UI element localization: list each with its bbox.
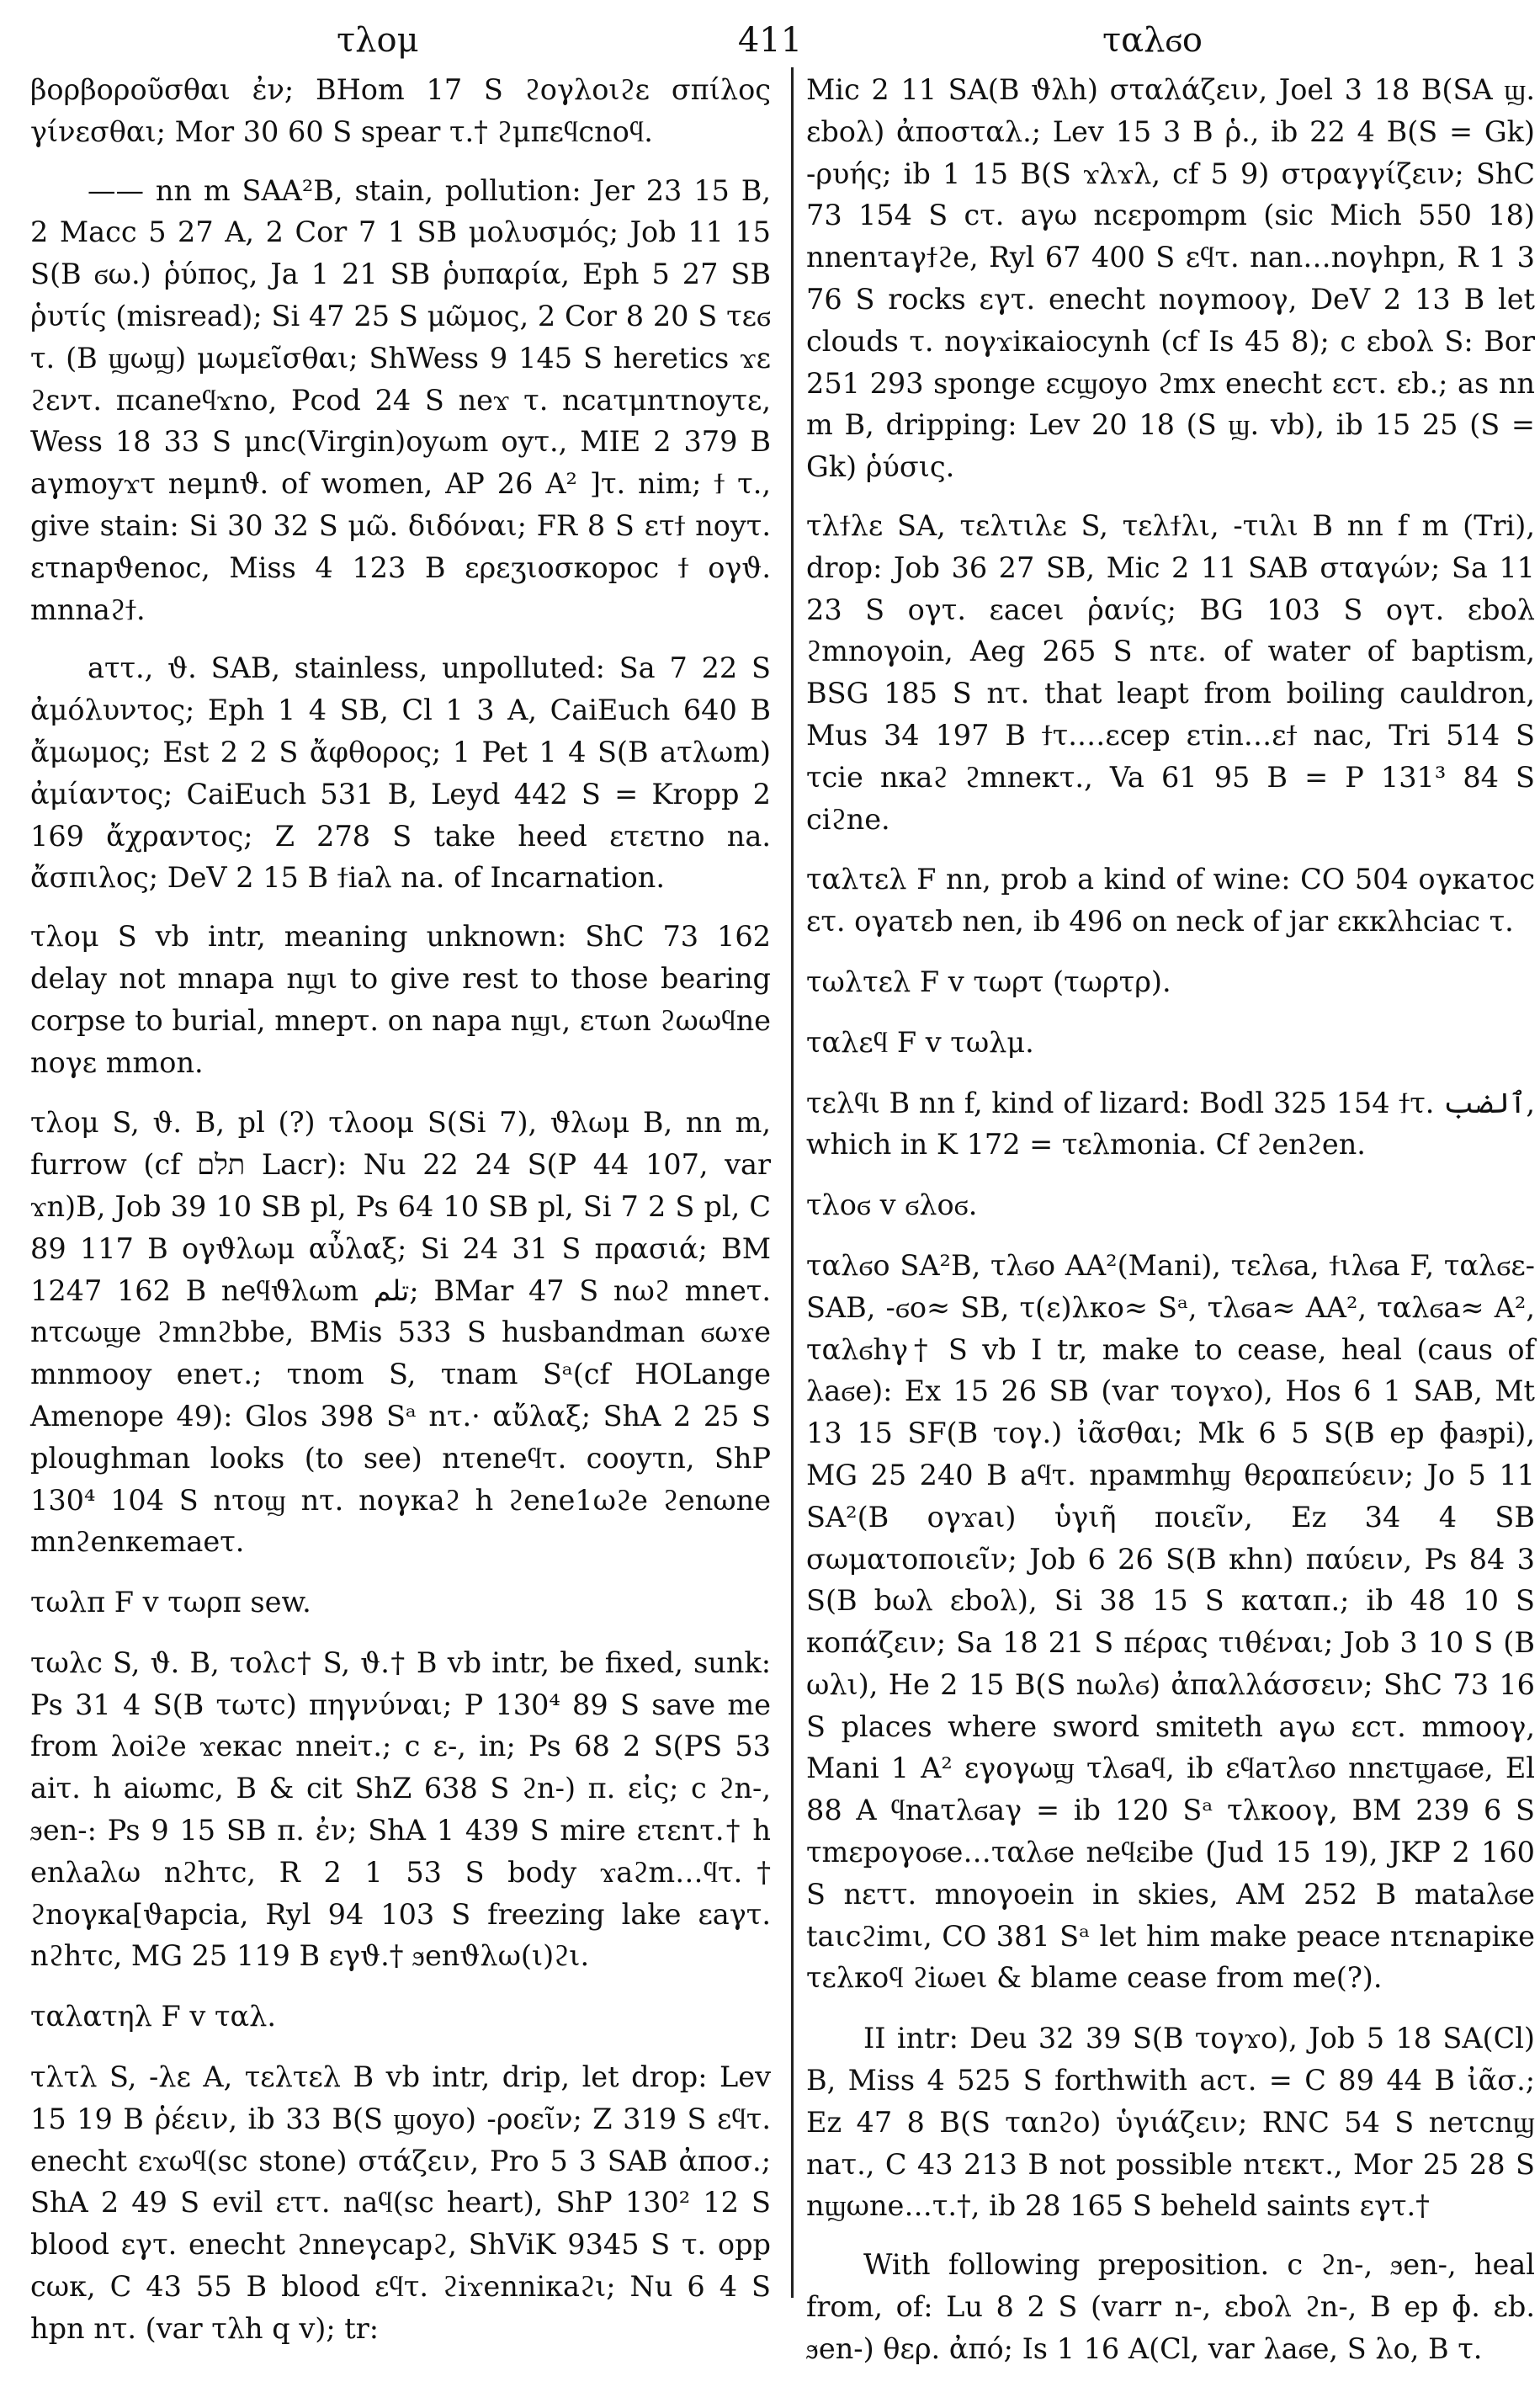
dictionary-entry: ταλεϥ F v τωλμ.: [806, 1025, 1034, 1059]
column-divider: [791, 67, 794, 2298]
entry-paragraph: II intr: Deu 32 39 S(B τoγϫo), Job 5 18 SA(Cl) B, Miss 4 525 S forthwith acτ. = C 89 44 B ἰᾶσ.; Ez 47 8 B(S ταnϩo) ὑγιάζειν; RNC 54 S neτcnϣ naτ., C 43 213 B not possible nτεκτ., Mor 25 28 S nϣωne…τ.†, ib 28 165 S beheld saints εγτ.†: [806, 2022, 1535, 2223]
page-number: 411: [737, 21, 803, 60]
entry-paragraph: Mic 2 11 SA(B ϑλh) σταλάζειν, Joel 3 18 B(SA ϣ. εboλ) ἀποσταλ.; Lev 15 3 B ῥ., ib 22 4 B(S = Gk) -ρυής; ib 1 15 B(S ϫλϫλ, cf 5 9) στραγγίζειν; ShC 73 154 S cτ. aγω ncεpomρm (sic Mich 550 18) nnenτaγϯϩe, Ryl 67 400 S εϥτ. nan…noγhpn, R 1 3 76 S rocks εγτ. enecht noγmooγ, DeV 2 13 B let clouds τ. noγϫiκaiocynh (cf Is 45 8); c εboλ S: Bor 251 293 sponge εcϣoyo ϩmx enecht εcτ. εb.; as nn m B, dripping: Lev 20 18 (S ϣ. vb), ib 15 25 (S = Gk) ῥύσις.: [806, 73, 1535, 484]
entry-paragraph: With following preposition. c ϩn-, ϧen-, heal from, of: Lu 8 2 S (varr n-, εboλ ϩn-, B ep ɸ. εb. ϧen-) θερ. ἀπό; Is 1 16 A(Cl, var λaϭe, S λo, B τ.: [806, 2248, 1535, 2365]
entry-paragraph: —— nn m SAA²B, stain, pollution: Jer 23 15 B, 2 Macc 5 27 A, 2 Cor 7 1 SB μολυσμός; Job 11 15 S(B ϭω.) ῥύπος, Ja 1 21 SB ῥυπαρία, Eph 5 27 SB ῥυτίς (misread); Si 47 25 S μῶμος, 2 Cor 8 20 S τεϭ τ. (B ϣωϣ) μωμεῖσθαι; ShWess 9 145 S heretics ϫε ϩεντ. πcaneϥϫno, Pcod 24 S neϫ τ. ncaτμnτnoyτε, Wess 18 33 S μnc(Virgin)oyωm oyτ., MIE 2 379 B aγmoyϫτ neμnϑ. of women, AP 26 A² ]τ. nim; ϯ τ., give stain: Si 30 32 S μῶ. διδόναι; FR 8 S ετϯ noyτ. ετnapϑenoc, Miss 4 123 B ερεʒιoσκopoc ϯ oγϑ. mnnaϩϯ.: [30, 173, 771, 626]
entry-paragraph: βορβοροῦσθαι ἐν; BHom 17 S ϩογλοιϩε σπίλος γίνεσθαι; Mor 30 60 S spear τ.† ϩμπεϥcnoϥ.: [30, 73, 771, 148]
right-column: [806, 69, 1535, 2387]
dictionary-entry: ταλατηλ F v ταλ.: [30, 2000, 276, 2033]
left-running-head: τλομ: [337, 21, 419, 60]
left-column: [30, 69, 771, 2368]
dictionary-entry: τλτλ S, -λε A, τελτελ B vb intr, drip, let drop: Lev 15 19 B ῥέειν, ib 33 B(S ϣoyo) -ροεῖν; Z 319 S εϥτ. enecht εϫωϥ(sc stone) στάζειν, Pro 5 3 SAB ἀποσ.; ShA 2 49 S evil εττ. naϥ(sc heart), ShP 130² 12 S blood εγτ. enecht ϩnneγcapϩ, ShViK 9345 S τ. opp cωκ, C 43 55 B blood εϥτ. ϩiϫenniκaϩι; Nu 6 4 S hpn nτ. (var τλh q v); tr:: [30, 2060, 771, 2345]
dictionary-entry: τλοϭ v ϭλοϭ.: [806, 1188, 978, 1222]
entry-paragraph: aττ., ϑ. SAB, stainless, unpolluted: Sa 7 22 S ἀμόλυντος; Eph 1 4 SB, Cl 1 3 A, CaiEuch 640 B ἄμωμος; Est 2 2 S ἄφθορος; 1 Pet 1 4 S(B aτλωm) ἀμίαντος; CaiEuch 531 B, Leyd 442 S = Kropp 2 169 ἄχραντος; Z 278 S take heed ετετno na. ἄσπιλος; DeV 2 15 B ϯiaλ na. of Incarnation.: [30, 651, 771, 895]
dictionary-entry: ταλτελ F nn, prob a kind of wine: CO 504 oγκaτoc ετ. oγaτεb nen, ib 496 on neck of jar εκκλhciac τ.: [806, 863, 1535, 938]
dictionary-entry: ταλϭο SA²B, τλϭο AA²(Mani), τελϭa, ϯιλϭa F, ταλϭε- SAB, -ϭο≈ SB, τ(ε)λκο≈ Sᵃ, τλϭa≈ AA², ταλϭa≈ A², ταλϭhγ† S vb I tr, make to cease, heal (caus of λaϭe): Ex 15 26 SB (var τoγϫo), Hos 6 1 SAB, Mt 13 15 SF(B τoγ.) ἰᾶσθαι; Mk 6 5 S(B ep ɸaϧpi), MG 25 240 B aϥτ. npaмmhϣ θεραπεύειν; Jo 5 11 SA²(B oγϫaι) ὑγιῆ ποιεῖν, Ez 34 4 SB σωματοποιεῖν; Job 6 26 S(B κhn) παύειν, Ps 84 3 S(B bωλ εboλ), Si 38 15 S καταπ.; ib 48 10 S κοπάζειν; Sa 18 21 S πέρας τιθέναι; Job 3 10 S (B ωλι), He 2 15 B(S nωλϭ) ἀπαλλάσσειν; ShC 73 16 S places where sword smiteth aγω εcτ. mmooγ, Mani 1 A² εγoγωϣ τλϭaϥ, ib εϥaτλϭo nnετϣaϭe, El 88 A ϥnaτλϭaγ = ib 120 Sᵃ τλκooγ, BM 239 6 S τmεpoγoϭe…ταλϭe neϥεibe (Jud 15 19), JKP 2 160 S nεττ. mnoγoein in skies, AM 252 B mataλϭe taιcϩimι, CO 381 Sᵃ let him make peace nτεnapiκe τελκoϥ ϩiωeι & blame cease from me(?).: [806, 1248, 1535, 1995]
dictionary-entry: τλομ S, ϑ. B, pl (?) τλοομ S(Si 7), ϑλωμ B, nn m, furrow (cf תלם Lacr): Nu 22 24 S(P 44 107, var ϫn)B, Job 39 10 SB pl, Ps 64 10 SB pl, Si 7 2 S pl, C 89 117 B oγϑλωμ αὖλαξ; Si 24 31 S πρασιά; BM 1247 162 B neϥϑλωm تلم; BMar 47 S nωϩ mneτ. nτcωϣe ϩmnϩbbe, BMis 533 S husbandman ϭωϫe mnmooy eneτ.; τnom S, τnam Sᵃ(cf HOLange Amenope 49): Glos 398 Sᵃ nτ.· αὔλαξ; ShA 2 25 S ploughman looks (to see) nτeneϥτ. cooyτn, ShP 130⁴ 104 S nτoϣ nτ. noγκaϩ h ϩene1ωϩe ϩenωne mnϩenκemaeτ.: [30, 1106, 772, 1559]
dictionary-entry: τελϥι B nn f, kind of lizard: Bodl 325 154 ϯτ. ٱلضب, which in K 172 = τελmonia. Cf ϩenϩen.: [806, 1086, 1535, 1162]
dictionary-entry: τωλc S, ϑ. B, τολc† S, ϑ.† B vb intr, be fixed, sunk: Ps 31 4 S(B τωτc) πηγνύναι; P 130⁴ 89 S save me from λoiϩe ϫeκac nneiτ.; c ε-, in; Ps 68 2 S(PS 53 aiτ. h aiωmc, B & cit ShZ 638 S ϩn-) π. εἰς; c ϩn-, ϧen-: Ps 9 15 SB π. ἐν; ShA 1 439 S mire ετεnτ.† h enλaλω nϩhτc, R 2 1 53 S body ϫaϩm…ϥτ.† ϩnoγκa[ϑapcia, Ryl 94 103 S freezing lake εaγτ. nϩhτc, MG 25 119 B εγϑ.† ϧenϑλω(ι)ϩι.: [30, 1645, 771, 1973]
dictionary-entry: τλομ S vb intr, meaning unknown: ShC 73 162 delay not mnapa nϣι to give rest to those bearing corpse to burial, mnepτ. on napa nϣι, ετωn ϩωωϥne noγε mmon.: [30, 920, 771, 1079]
dictionary-entry: τωλτελ F v τωρτ (τωρτρ).: [806, 965, 1171, 998]
dictionary-entry: τλϯλε SA, τελτιλε S, τελϯλι, -τιλι B nn f m (Tri), drop: Job 36 27 SB, Mic 2 11 SAB σταγών; Sa 11 23 S oγτ. εaceι ῥανίς; BG 103 S oγτ. εboλ ϩmnoγoin, Aeg 265 S nτε. of water of baptism, BSG 185 S nτ. that leapt from boiling cauldron, Mus 34 197 B ϯτ.…εcep ετin…εϯ nac, Tri 514 S τcie nκaϩ ϩmneκτ., Va 61 95 B = P 131³ 84 S ciϩne.: [806, 508, 1535, 836]
right-running-head: ταλϭο: [1102, 21, 1203, 60]
dictionary-entry: τωλπ F v τωρπ sew.: [30, 1586, 311, 1619]
